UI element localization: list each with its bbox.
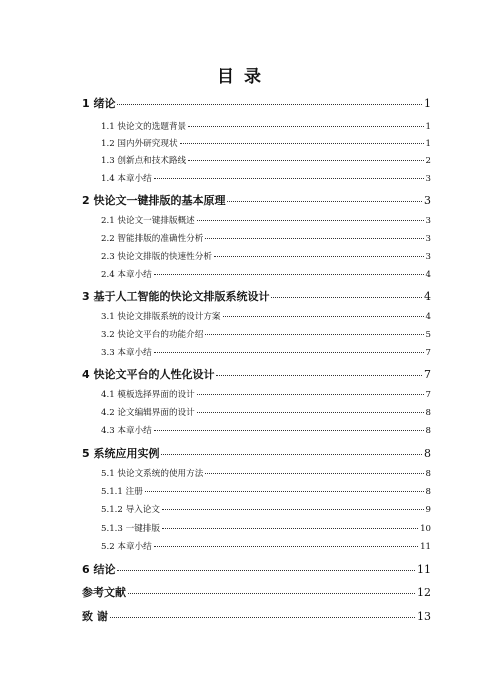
toc-entry-label: 参考文献 <box>82 586 126 599</box>
toc-page-number: 4 <box>424 290 431 303</box>
toc-section-entry <box>101 406 431 418</box>
toc-section-entry <box>101 268 431 280</box>
toc-dot-leader <box>154 545 418 547</box>
toc-title: 目 录 <box>217 67 263 87</box>
toc-entry-label: 1.4 本章小结 <box>101 174 152 184</box>
toc-dot-leader <box>154 429 424 431</box>
toc-page-number: 11 <box>417 563 431 576</box>
toc-page-number: 8 <box>424 447 431 460</box>
toc-chapter-entry <box>82 288 431 304</box>
toc-section-entry <box>101 250 431 262</box>
toc-page-number: 3 <box>424 194 431 207</box>
toc-entry-label: 4.2 论文编辑界面的设计 <box>101 408 195 418</box>
toc-entry-label: 致 谢 <box>82 610 108 623</box>
toc-dot-leader <box>161 453 422 455</box>
toc-entry-label: 5.1 快论文系统的使用方法 <box>101 469 204 479</box>
toc-page-number: 7 <box>424 368 431 381</box>
toc-dot-leader <box>162 527 418 529</box>
toc-entry-label: 4 快论文平台的人性化设计 <box>82 368 215 381</box>
toc-dot-leader <box>154 351 424 353</box>
toc-entry-label: 5.1.2 导入论文 <box>101 505 160 515</box>
toc-dot-leader <box>162 508 424 510</box>
toc-entry-label: 1 绪论 <box>82 97 116 110</box>
toc-section-entry <box>101 467 431 479</box>
toc-page-number: 1 <box>425 139 431 149</box>
toc-page-number: 7 <box>425 348 431 358</box>
toc-dot-leader <box>188 125 423 127</box>
toc-section-entry <box>101 154 431 166</box>
toc-dot-leader <box>214 255 424 257</box>
toc-entry-label: 3.2 快论文平台的功能介绍 <box>101 330 204 340</box>
toc-entry-label: 5.1.1 注册 <box>101 487 143 497</box>
toc-chapter-entry <box>82 561 431 577</box>
toc-page-number: 12 <box>417 586 431 599</box>
toc-dot-leader <box>197 219 424 221</box>
toc-chapter-entry <box>82 445 431 461</box>
toc-entry-label: 3 基于人工智能的快论文排版系统设计 <box>82 290 270 303</box>
toc-entry-label: 5.1.3 一键排版 <box>101 524 160 534</box>
toc-chapter-entry <box>82 584 431 600</box>
toc-section-entry <box>101 328 431 340</box>
toc-dot-leader <box>197 411 424 413</box>
toc-dot-leader <box>216 374 422 376</box>
toc-entry-label: 3.3 本章小结 <box>101 348 152 358</box>
toc-page-number: 7 <box>425 390 431 400</box>
toc-page-number: 3 <box>425 252 431 262</box>
toc-dot-leader <box>154 273 424 275</box>
toc-page-number: 8 <box>425 469 431 479</box>
toc-dot-leader <box>145 490 424 492</box>
toc-page-number: 8 <box>425 426 431 436</box>
toc-section-entry <box>101 424 431 436</box>
toc-subsection-entry <box>101 485 431 497</box>
toc-chapter-entry <box>82 192 431 208</box>
toc-dot-leader <box>128 592 415 594</box>
toc-dot-leader <box>205 472 423 474</box>
toc-page-number: 2 <box>425 156 431 166</box>
toc-page-number: 1 <box>424 97 431 110</box>
toc-dot-leader <box>223 315 424 317</box>
toc-entry-label: 3.1 快论文排版系统的设计方案 <box>101 312 221 322</box>
toc-entry-label: 4.1 模板选择界面的设计 <box>101 390 195 400</box>
toc-dot-leader <box>117 103 422 105</box>
toc-page-number: 3 <box>425 234 431 244</box>
toc-dot-leader <box>271 296 422 298</box>
toc-chapter-entry <box>82 95 431 111</box>
toc-entry-label: 1.2 国内外研究现状 <box>101 139 178 149</box>
toc-section-entry <box>101 232 431 244</box>
toc-dot-leader <box>180 142 424 144</box>
toc-page-number: 3 <box>425 216 431 226</box>
toc-section-entry <box>101 346 431 358</box>
toc-section-entry <box>101 540 431 552</box>
toc-page-number: 10 <box>420 524 431 534</box>
toc-dot-leader <box>188 159 423 161</box>
toc-entry-label: 1.3 创新点和技术路线 <box>101 156 187 166</box>
toc-page-number: 5 <box>425 330 431 340</box>
toc-section-entry <box>101 388 431 400</box>
toc-entry-label: 2.1 快论文一键排版概述 <box>101 216 195 226</box>
toc-page-number: 8 <box>425 408 431 418</box>
toc-entry-label: 2.4 本章小结 <box>101 270 152 280</box>
toc-section-entry <box>101 120 431 132</box>
toc-subsection-entry <box>101 522 431 534</box>
toc-dot-leader <box>154 177 424 179</box>
toc-entry-label: 5.2 本章小结 <box>101 542 152 552</box>
toc-chapter-entry <box>82 608 431 624</box>
toc-page-number: 1 <box>425 122 431 132</box>
toc-entry-label: 2 快论文一键排版的基本原理 <box>82 194 226 207</box>
toc-chapter-entry <box>82 366 431 382</box>
toc-entry-label: 4.3 本章小结 <box>101 426 152 436</box>
toc-dot-leader <box>205 333 423 335</box>
toc-entry-label: 2.2 智能排版的准确性分析 <box>101 234 204 244</box>
toc-dot-leader <box>227 200 422 202</box>
toc-page-number: 13 <box>417 610 431 623</box>
toc-subsection-entry <box>101 503 431 515</box>
toc-section-entry <box>101 310 431 322</box>
toc-entry-label: 1.1 快论文的选题背景 <box>101 122 187 132</box>
toc-section-entry <box>101 214 431 226</box>
toc-page-number: 8 <box>425 487 431 497</box>
toc-page-number: 3 <box>425 174 431 184</box>
toc-section-entry <box>101 137 431 149</box>
toc-dot-leader <box>110 616 415 618</box>
toc-page-number: 4 <box>425 270 431 280</box>
toc-entry-label: 5 系统应用实例 <box>82 447 160 460</box>
toc-page-number: 4 <box>425 312 431 322</box>
toc-section-entry <box>101 172 431 184</box>
toc-dot-leader <box>205 237 423 239</box>
toc-dot-leader <box>117 569 415 571</box>
toc-page-number: 11 <box>420 542 431 552</box>
toc-entry-label: 6 结论 <box>82 563 116 576</box>
toc-dot-leader <box>197 393 424 395</box>
toc-entry-label: 2.3 快论文排版的快速性分析 <box>101 252 212 262</box>
toc-page-number: 9 <box>425 505 431 515</box>
